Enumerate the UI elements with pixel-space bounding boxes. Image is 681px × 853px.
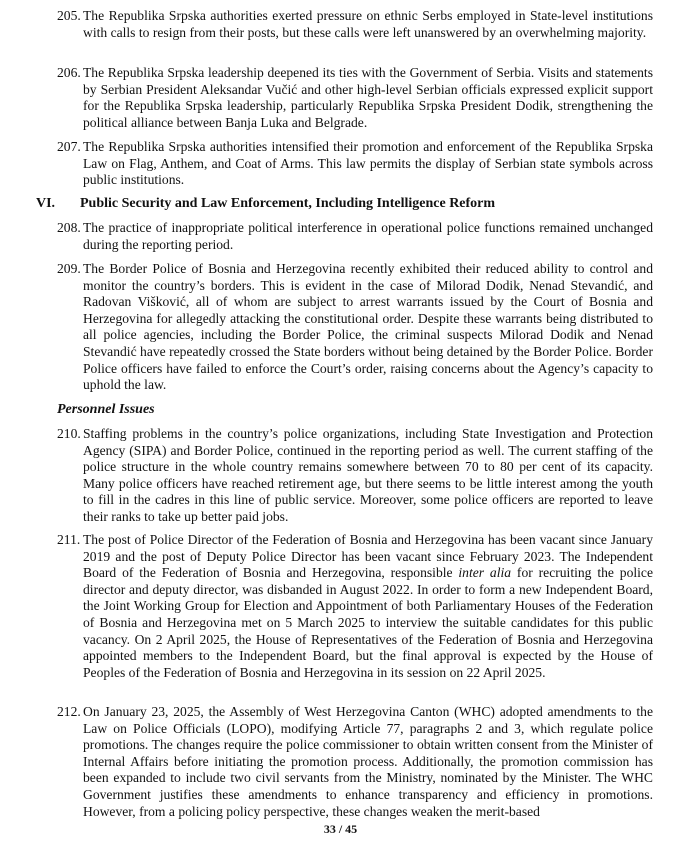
paragraph-212 xyxy=(57,704,653,820)
paragraph-209 xyxy=(57,261,653,394)
paragraph-number: 210. xyxy=(57,426,81,441)
paragraph-text xyxy=(83,532,653,681)
paragraph-206 xyxy=(57,65,653,131)
paragraph-text: The practice of inappropriate political interference in operational police functions remained unchanged during the reporting period. xyxy=(83,220,653,252)
section-title: Public Security and Law Enforcement, Including Intelligence Reform xyxy=(80,196,496,211)
paragraph-210 xyxy=(57,426,653,526)
paragraph-text: The Republika Srpska leadership deepened its ties with the Government of Serbia. Visits and statements by Serbian President Aleksandar Vučić and other high-level Serbian officials expressed explicit support for the Republika Srpska leadership, particularly Republika Srpska President Dodik, strengthening the political alliance between Banja Luka and Belgrade. xyxy=(83,65,653,130)
paragraph-number: 206. xyxy=(57,65,81,80)
italic-term: inter alia xyxy=(458,565,512,581)
text-segment: The post of Police Director of the Federation of Bosnia and Herzegovina has been vacant since January 2019 and the post of Deputy Police Director has been vacant since February 2023. The Independent Board of the Federation of Bosnia and Herzegovina, responsible xyxy=(83,532,653,581)
paragraph-number: 209. xyxy=(57,261,81,276)
paragraph-text: The Republika Srpska authorities intensified their promotion and enforcement of the Republika Srpska Law on Flag, Anthem, and Coat of Arms. This law permits the display of Serbian state symbols across public institutions. xyxy=(83,139,653,188)
section-heading xyxy=(36,195,495,212)
paragraph-number: 212. xyxy=(57,704,81,719)
paragraph-205 xyxy=(57,8,653,41)
paragraph-number: 207. xyxy=(57,139,81,154)
paragraph-number: 205. xyxy=(57,8,81,23)
page-number: 33 / 45 xyxy=(323,822,358,836)
paragraph-211 xyxy=(57,532,653,681)
paragraph-text: Staffing problems in the country’s police organizations, including State Investigation and Protection Agency (SIPA) and Border Police, continued in the reporting period as well. The current staffing of the police structure in the whole country remains somewhere between 70 to 80 per cent of its capacity. Many police officers have reached retirement age, but there seems to be little interest among the youth to fill in the cadres in this line of public service. Moreover, some police officers are reported to leave their ranks to take up better paid jobs. xyxy=(83,426,653,524)
paragraph-number: 211. xyxy=(57,532,81,547)
paragraph-text: On January 23, 2025, the Assembly of West Herzegovina Canton (WHC) adopted amendments to the Law on Police Officials (LOPO), modifying Article 77, paragraphs 2 and 3, which regulate police promotions. The changes require the police commissioner to obtain written consent from the Minister of Internal Affairs before initiating the promotion process. Additionally, the promotion commission has been expanded to include two civil servants from the Ministry, nominated by the Minister. The WHC Government justifies these amendments to enhance transparency and efficiency in promotions. However, from a policing policy perspective, these changes weaken the merit-based xyxy=(83,704,653,819)
subheading: Personnel Issues xyxy=(57,402,155,417)
text-segment: for recruiting the police director and deputy director, was disbanded in August 2022. In order to form a new Independent Board, the Joint Working Group for Election and Appointment of both Parliamentary Houses of the Federation of Bosnia and Herzegovina met on 5 March 2025 to interview the suitable candidates for this public vacancy. On 2 April 2025, the House of Representatives of the Federation of Bosnia and Herzegovina appointed members to the Independent Board, but the final approval is expected by the House of Peoples of the Federation of Bosnia and Herzegovina in its session on 22 April 2025. xyxy=(83,565,653,680)
paragraph-number: 208. xyxy=(57,220,81,235)
paragraph-208 xyxy=(57,220,653,253)
section-number: VI. xyxy=(36,196,56,211)
paragraph-207 xyxy=(57,139,653,189)
paragraph-text: The Republika Srpska authorities exerted pressure on ethnic Serbs employed in State-level institutions with calls to resign from their posts, but these calls were left unanswered by an overwhelming majority. xyxy=(83,8,653,40)
paragraph-text: The Border Police of Bosnia and Herzegovina recently exhibited their reduced ability to control and monitor the country’s borders. This is evident in the case of Milorad Dodik, Nenad Stevandić, and Radovan Višković, all of whom are subject to arrest warrants issued by the Court of Bosnia and Herzegovina for allegedly attacking the constitutional order. Despite these warrants being distributed to all police agencies, including the Border Police, the criminal suspects Milorad Dodik and Nenad Stevandić have repeatedly crossed the State borders without being detained by the Border Police. Border Police officers have failed to enforce the Court’s order, raising concerns about the Agency’s capacity to uphold the law. xyxy=(83,261,653,393)
